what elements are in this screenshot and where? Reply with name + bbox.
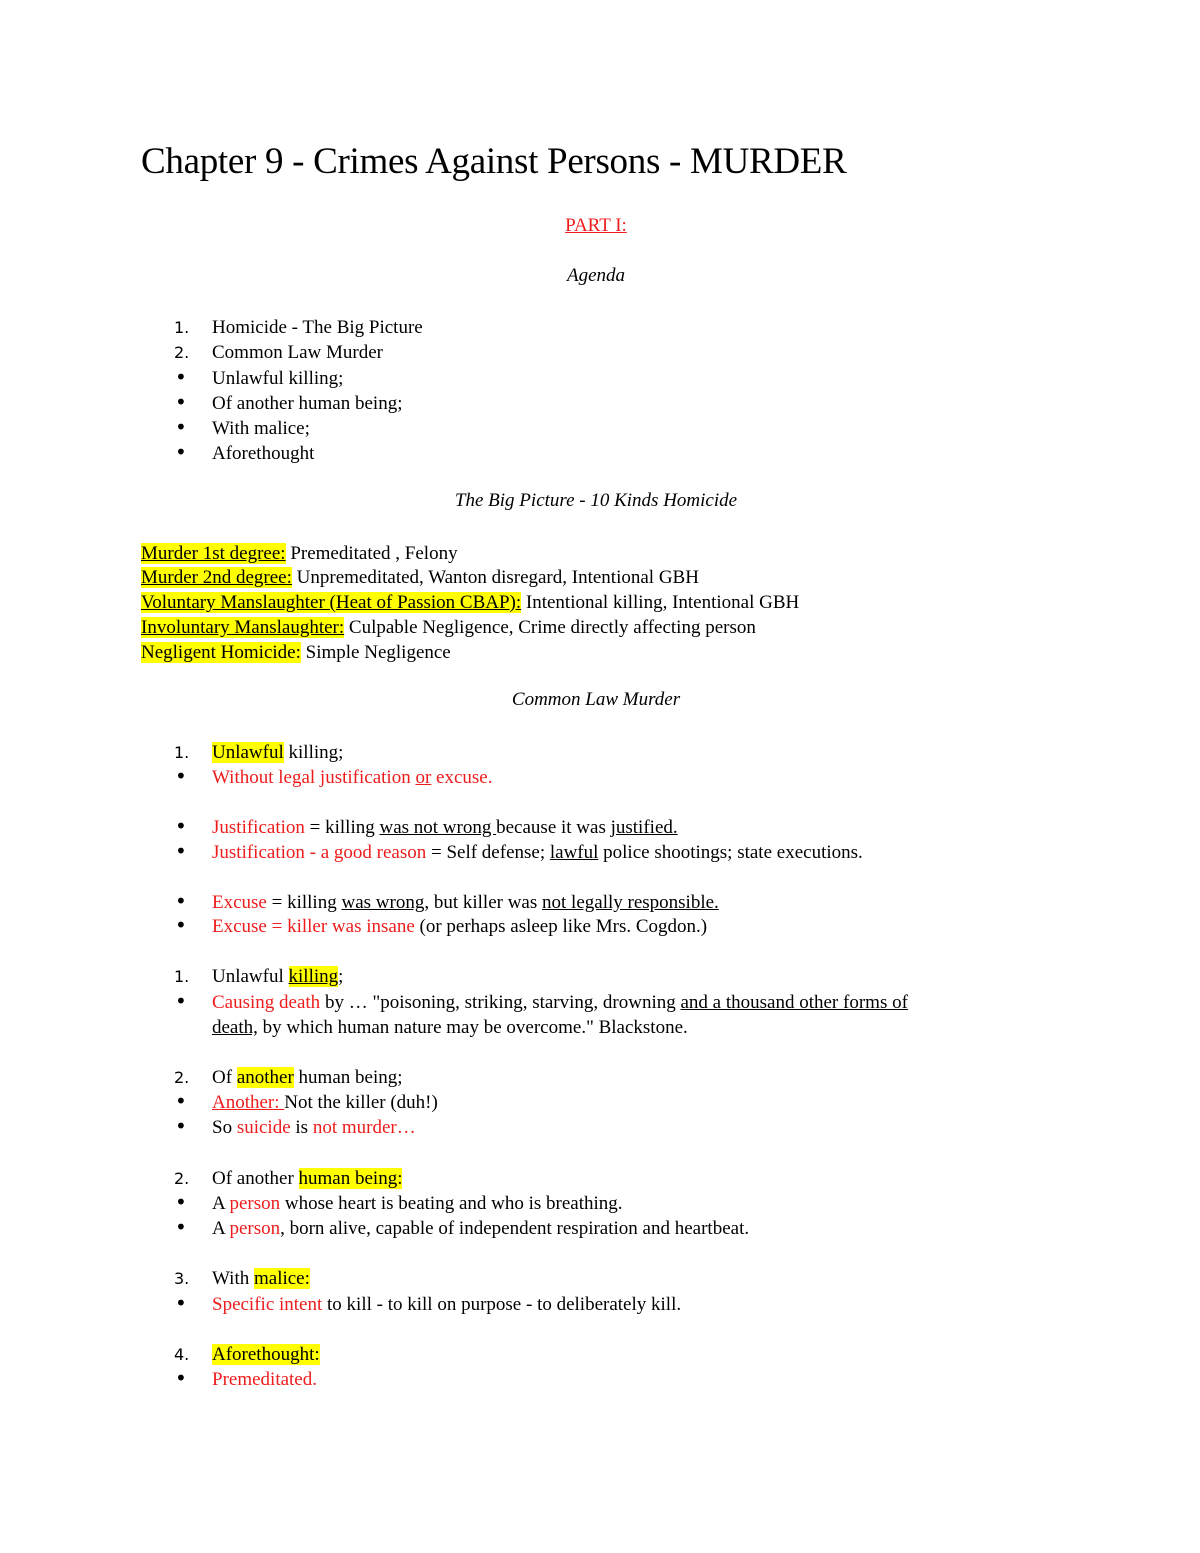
agenda-heading: Agenda [566, 265, 626, 286]
homicide-row: Involuntary Manslaughter: Culpable Negligence, Crime directly affecting person [141, 617, 756, 638]
big-picture-heading: The Big Picture - 10 Kinds Homicide [454, 490, 738, 511]
homicide-row: Murder 2nd degree: Unpremeditated, Wanton disregard, Intentional GBH [141, 567, 699, 588]
part-heading: PART I: [565, 215, 627, 236]
homicide-row: Murder 1st degree: Premeditated , Felony [141, 543, 458, 564]
page-title: Chapter 9 - Crimes Against Persons - MURDER [141, 141, 847, 182]
homicide-row: Negligent Homicide: Simple Negligence [141, 642, 451, 663]
homicide-row: Voluntary Manslaughter (Heat of Passion CBAP): Intentional killing, Intentional GBH [141, 592, 800, 613]
common-law-heading: Common Law Murder [511, 689, 681, 710]
